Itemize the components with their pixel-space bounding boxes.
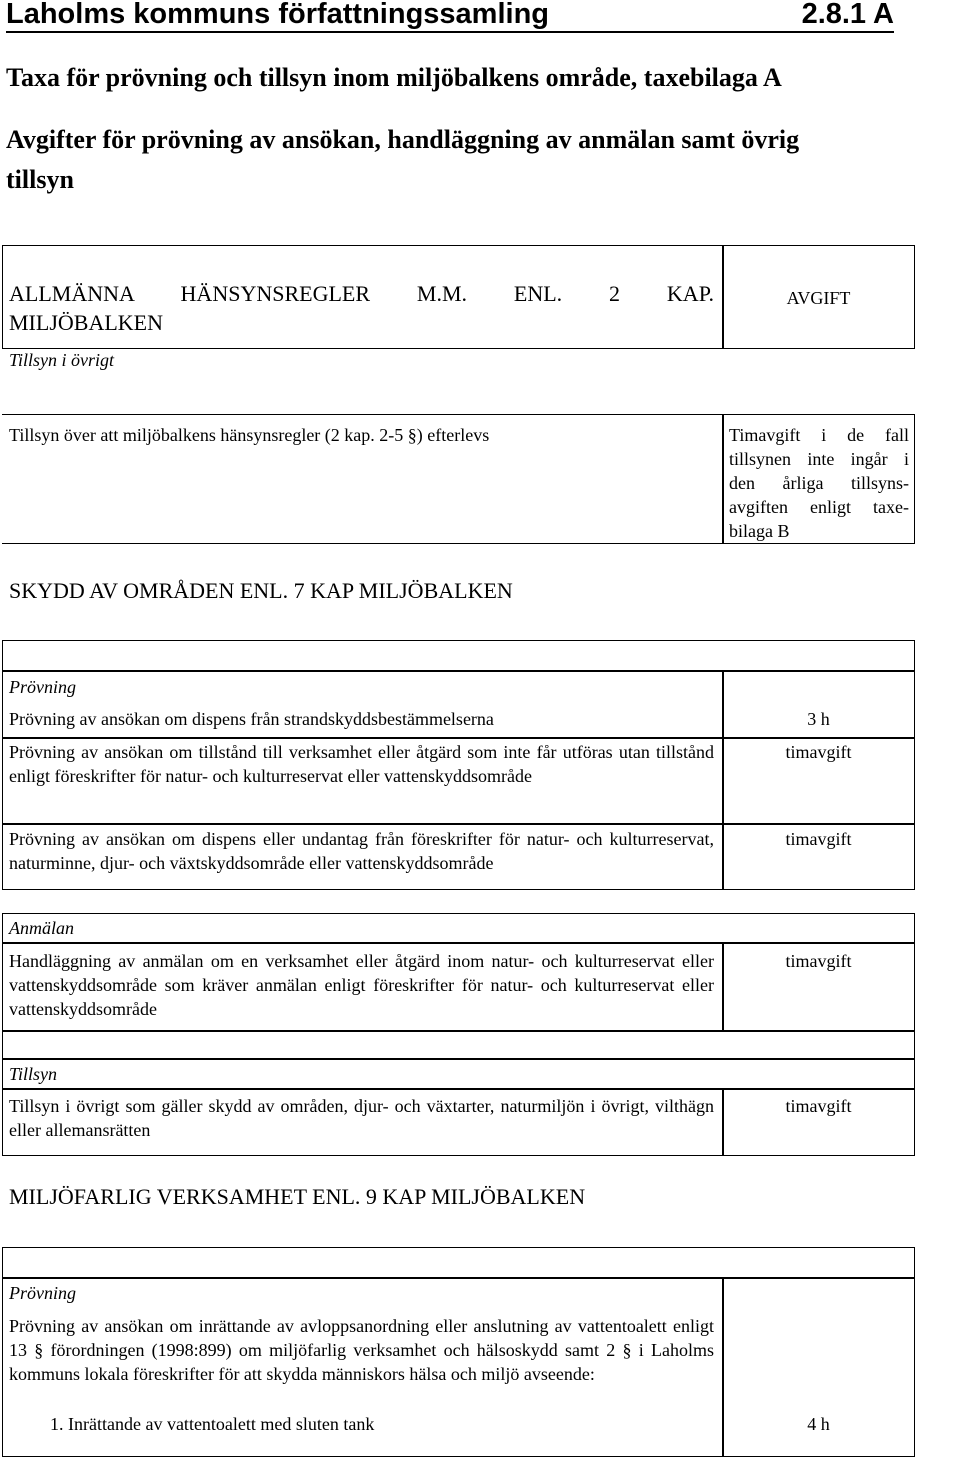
section1-sub-label: Tillsyn i övrigt — [9, 350, 115, 370]
fee-line-5: bilaga B — [729, 521, 790, 541]
section3-item1-fee: 4 h — [807, 1414, 830, 1434]
section2-row1-fee: 3 h — [807, 709, 830, 729]
collection-title: Laholms kommuns författningssamling — [6, 0, 549, 30]
divider — [2, 1088, 915, 1090]
section2-row3-text: Prövning av ansökan om dispens eller undantag från föreskrifter för natur- och kulturreservat, naturminne, djur- och växtskyddsområde eller vattenskyddsområde — [9, 829, 714, 873]
section2-row2-fee: timavgift — [785, 742, 852, 762]
fee-line-4: avgiften enligt taxe- — [729, 497, 909, 517]
section2-row2-text: Prövning av ansökan om tillstånd till verksamhet eller åtgärd som inte får utföras utan tillstånd enligt föreskrifter för natur- och kulturreservat eller vattenskyddsområde — [9, 742, 714, 786]
divider — [2, 942, 915, 944]
document-subtitle-2-line2: tillsyn — [6, 165, 74, 194]
section2-row1-text: Prövning av ansökan om dispens från strandskyddsbestämmelserna — [9, 709, 494, 729]
section2-provning-label: Prövning — [9, 677, 76, 697]
document-header — [6, 0, 894, 33]
fee-column-divider — [722, 670, 724, 890]
section2-tillsyn-text: Tillsyn i övrigt som gäller skydd av områden, djur- och växtarter, naturmiljön i övrigt, vilthägn eller allemansrätten — [9, 1096, 714, 1140]
section1-row1-fee — [729, 423, 909, 543]
section2-heading: SKYDD AV OMRÅDEN ENL. 7 KAP MILJÖBALKEN — [9, 578, 513, 603]
divider — [2, 1277, 915, 1279]
fee-line-3: den årliga tillsyns- — [729, 473, 909, 493]
section2-tillsyn-label: Tillsyn — [9, 1064, 58, 1084]
section1-heading-line2: MILJÖBALKEN — [9, 310, 163, 335]
section1-heading-line1: ALLMÄNNA HÄNSYNSREGLER M.M. ENL. 2 KAP. — [9, 281, 714, 306]
divider — [2, 1030, 915, 1032]
divider — [2, 823, 915, 825]
section3-intro-text: Prövning av ansökan om inrättande av avloppsanordning eller anslutning av vattentoalett enligt 13 § förordningen (1998:899) om miljöfarlig verksamhet och hälsoskydd samt 2 § i Laholms kommuns lokala föreskrifter för att skydda människors hälsa och miljö avseende: — [9, 1316, 714, 1384]
section2-anmalan-fee: timavgift — [785, 951, 852, 971]
document-subtitle-2-line1: Avgifter för prövning av ansökan, handläggning av anmälan samt övrig — [6, 125, 800, 154]
section3-provning-label: Prövning — [9, 1283, 76, 1303]
divider — [2, 670, 915, 672]
document-subtitle: Taxa för prövning och tillsyn inom miljöbalkens område, taxebilaga A — [6, 63, 782, 92]
fee-line-2: tillsynen inte ingår i — [729, 449, 909, 469]
divider — [2, 737, 915, 739]
section1-row1-text: Tillsyn över att miljöbalkens hänsynsregler (2 kap. 2-5 §) efterlevs — [9, 425, 490, 445]
fee-column-header: AVGIFT — [786, 288, 851, 308]
divider — [2, 1058, 915, 1060]
section2-row3-fee: timavgift — [785, 829, 852, 849]
section2-anmalan-text: Handläggning av anmälan om en verksamhet eller åtgärd inom natur- och kulturreservat eller vattenskyddsområde som kräver anmälan enligt föreskrifter för natur- och kulturreservat eller vattenskyddsområde — [9, 951, 714, 1019]
section2-tillsyn-fee: timavgift — [785, 1096, 852, 1116]
document-number: 2.8.1 A — [801, 0, 894, 30]
section2-anmalan-label: Anmälan — [9, 918, 74, 938]
fee-line-1: Timavgift i de fall — [729, 425, 909, 445]
section3-heading: MILJÖFARLIG VERKSAMHET ENL. 9 KAP MILJÖBALKEN — [9, 1184, 586, 1209]
section3-item1-text: 1. Inrättande av vattentoalett med sluten tank — [50, 1414, 375, 1434]
